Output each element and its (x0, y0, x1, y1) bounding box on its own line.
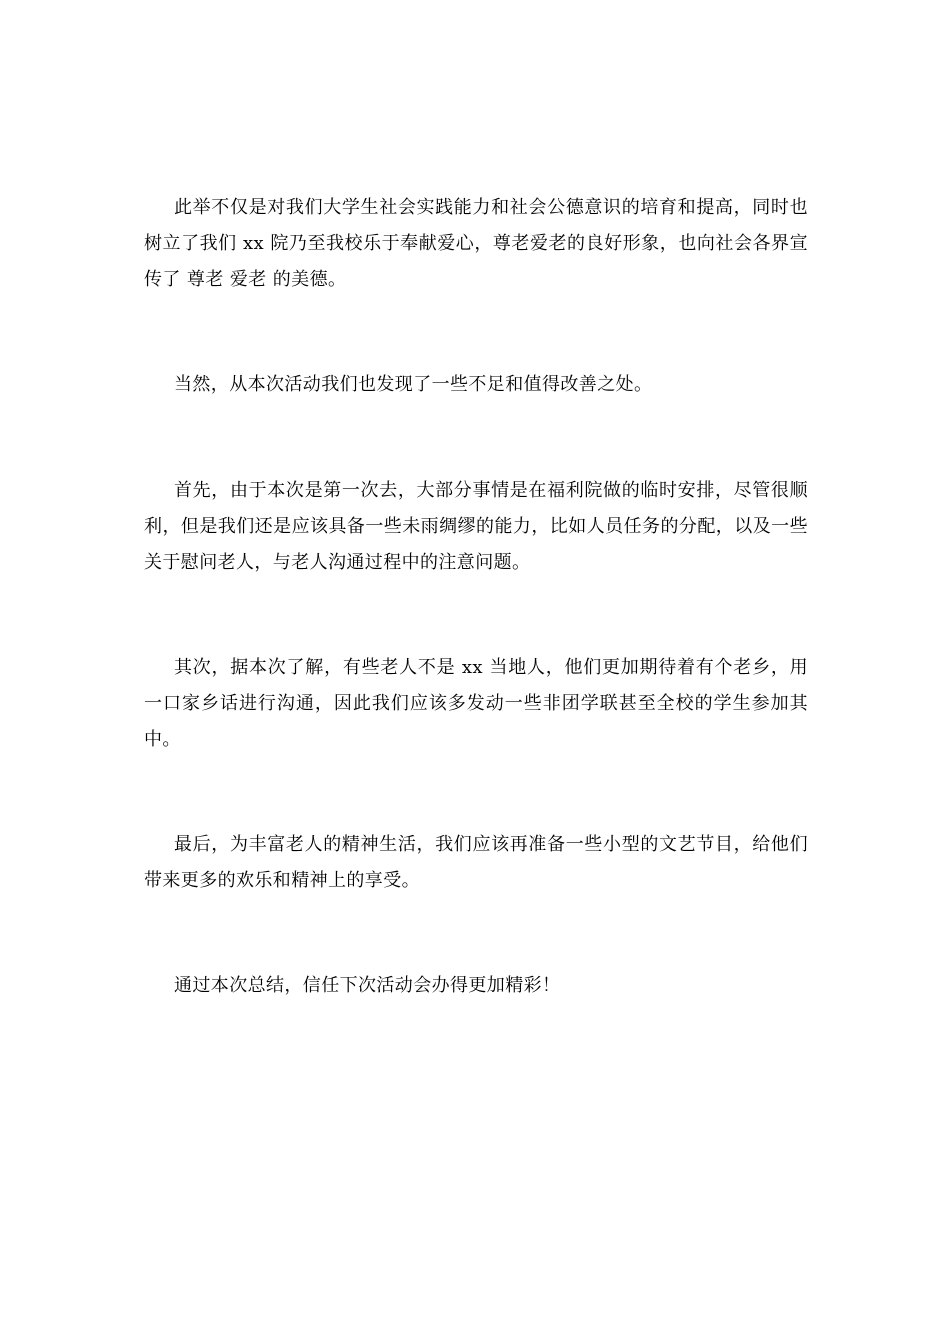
paragraph-3: 首先，由于本次是第一次去，大部分事情是在福利院做的临时安排，尽管很顺利，但是我们还是应该具备一些未雨绸缪的能力，比如人员任务的分配，以及一些关于慰问老人，与老人沟通过程中的注意问题。 (144, 480, 808, 573)
paragraph-4: 其次，据本次了解，有些老人不是 xx 当地人，他们更加期待着有个老乡，用一口家乡话进行沟通，因此我们应该多发动一些非团学联甚至全校的学生参加其中。 (144, 657, 808, 750)
paragraph-6: 通过本次总结，信任下次活动会办得更加精彩！ (174, 975, 561, 996)
paragraph-2: 当然，从本次活动我们也发现了一些不足和值得改善之处。 (174, 374, 653, 395)
paragraph-1: 此举不仅是对我们大学生社会实践能力和社会公德意识的培育和提高，同时也树立了我们 xx 院乃至我校乐于奉献爱心，尊老爱老的良好形象，也向社会各界宣传了 尊老 爱老 的美德。 (144, 197, 808, 290)
paragraph-5: 最后，为丰富老人的精神生活，我们应该再准备一些小型的文艺节目，给他们带来更多的欢乐和精神上的享受。 (144, 834, 808, 891)
